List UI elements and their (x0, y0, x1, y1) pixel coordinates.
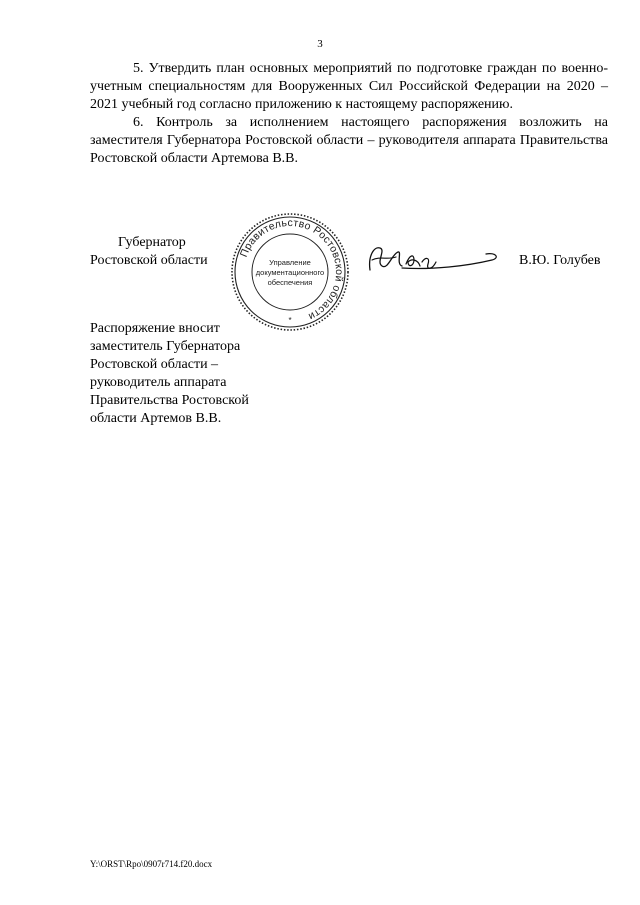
submitter-line4: руководитель аппарата (90, 375, 227, 390)
signatory-title-line1: Губернатор (118, 235, 186, 250)
footer-file-path: Y:\ORST\Rpo\0907r714.f20.docx (90, 859, 213, 869)
seal-center-line3: обеспечения (267, 278, 313, 287)
seal-center-line2: документационного (255, 268, 325, 277)
submitter-line1: Распоряжение вносит (90, 321, 220, 336)
submitter-line2: заместитель Губернатора (90, 339, 241, 354)
paragraph-5: 5. Утвердить план основных мероприятий по подготовке граждан по военно-учетным специальностям для Вооруженных Сил Российской Федерации на 2020 – 2021 учебный год согласно приложению к настоящему распоряжению. (90, 61, 608, 112)
signatory-name: В.Ю. Голубев (519, 253, 601, 268)
official-seal (228, 210, 352, 334)
signatory-title-line2: Ростовской области (90, 253, 208, 268)
submitter-note (90, 320, 249, 428)
submitter-line5: Правительства Ростовской (90, 393, 249, 408)
seal-star: * (288, 316, 292, 325)
page-number: 3 (317, 38, 323, 50)
submitter-line3: Ростовской области – (90, 357, 219, 372)
document-body (90, 60, 608, 168)
submitter-line6: области Артемов В.В. (90, 411, 222, 426)
paragraph-6: 6. Контроль за исполнением настоящего распоряжения возложить на заместителя Губернатора Ростовской области – руководителя аппарата Правительства Ростовской области Артемова В.В. (90, 115, 608, 166)
handwritten-signature (362, 240, 502, 280)
seal-ring-text: Правительство Ростовской области (237, 216, 346, 323)
signatory-title (90, 234, 208, 270)
seal-center-line1: Управление (269, 258, 311, 267)
